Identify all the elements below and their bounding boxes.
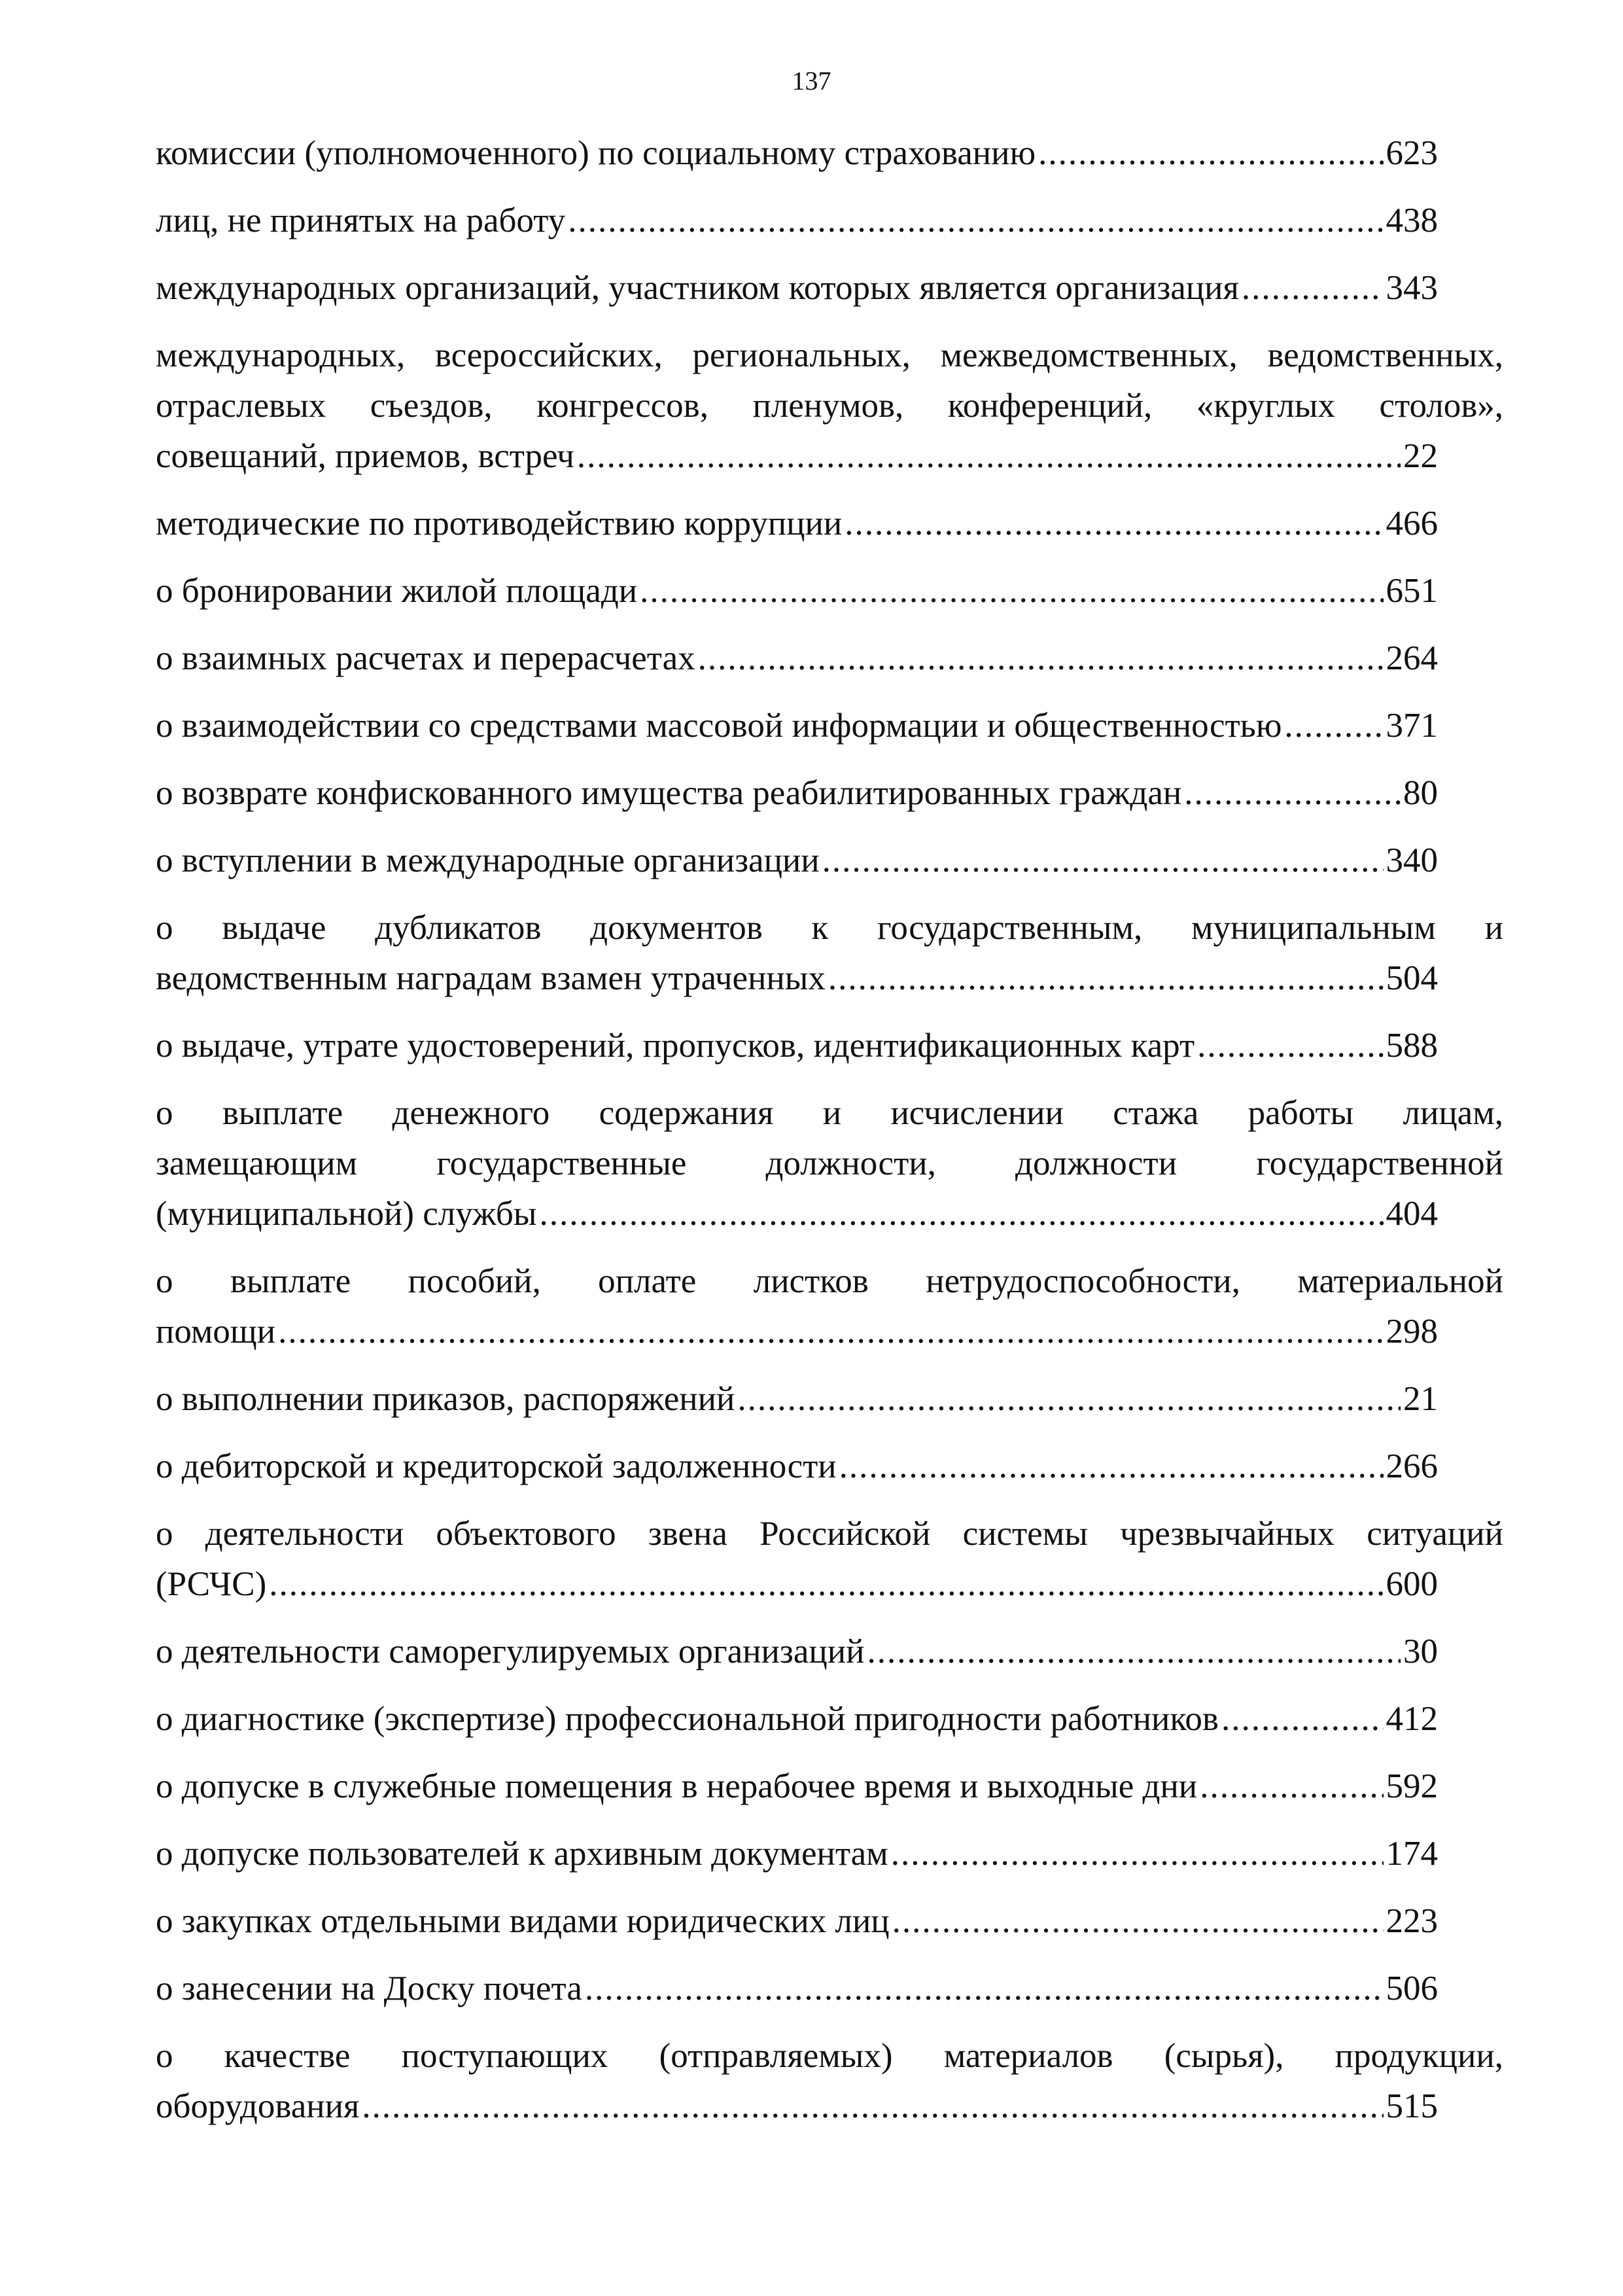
index-entry-page: 623: [1386, 134, 1438, 172]
index-entry-final-line: [156, 1896, 1438, 1947]
index-entry: [156, 499, 1503, 549]
leader-dots: [278, 1307, 1383, 1357]
index-entry-line: о выплате денежного содержания и исчислении стажа работы лицам,: [156, 1094, 1503, 1132]
leader-dots: [698, 633, 1384, 684]
leader-dots: [1242, 263, 1384, 313]
index-entry-final-line: [156, 1189, 1438, 1239]
leader-dots: [828, 953, 1384, 1004]
index-entry: [156, 128, 1503, 179]
index-entry-final-line: [156, 128, 1438, 179]
index-entry-text: о вступлении в международные организации: [156, 841, 820, 879]
index-entry-page: 404: [1386, 1195, 1438, 1233]
index-entry: [156, 1761, 1503, 1812]
index-entry: [156, 1829, 1503, 1879]
index-entry-final-line: [156, 1761, 1438, 1812]
leader-dots: [867, 1627, 1401, 1677]
index-entry-text: о выдаче, утрате удостоверений, пропусков, идентификационных карт: [156, 1027, 1195, 1065]
index-entry: [156, 701, 1503, 751]
index-entry-line: о выдаче дубликатов документов к государственным, муниципальным и: [156, 909, 1503, 947]
index-entry: [156, 566, 1503, 616]
index-entry: [156, 1021, 1503, 1071]
index-entry-final-line: [156, 1829, 1438, 1879]
index-entry-final-line: [156, 196, 1438, 246]
index-entry-page: 371: [1386, 707, 1438, 745]
index-entry-final-line: [156, 1627, 1438, 1677]
index-entry-text: международных организаций, участником которых является организация: [156, 269, 1239, 307]
index-entry-page: 174: [1386, 1835, 1438, 1873]
index-entry-page: 30: [1403, 1633, 1438, 1670]
index-entry-text: о взаимных расчетах и перерасчетах: [156, 639, 695, 677]
index-entry-line: международных, всероссийских, региональных, межведомственных, ведомственных,: [156, 336, 1503, 374]
subject-index-list: [156, 128, 1503, 2149]
index-entry: [156, 836, 1503, 886]
index-entry: [156, 1374, 1503, 1424]
index-entry-page: 504: [1386, 959, 1438, 997]
leader-dots: [1284, 701, 1383, 751]
index-entry-page: 298: [1386, 1313, 1438, 1351]
index-entry: [156, 1256, 1503, 1357]
index-entry-page: 266: [1386, 1447, 1438, 1485]
index-entry-line: о выплате пособий, оплате листков нетрудоспособности, материальной: [156, 1262, 1503, 1300]
leader-dots: [891, 1829, 1384, 1879]
index-entry-page: 340: [1386, 841, 1438, 879]
index-entry-page: 438: [1386, 202, 1438, 239]
index-entry-page: 651: [1386, 572, 1438, 610]
leader-dots: [1200, 1761, 1383, 1812]
index-entry-text: ведомственным наградам взамен утраченных: [156, 959, 826, 997]
index-entry-text: о допуске в служебные помещения в нерабочее время и выходные дни: [156, 1767, 1198, 1805]
index-entry-final-line: [156, 1441, 1438, 1492]
index-entry-text: методические по противодействию коррупции: [156, 504, 843, 542]
index-entry-line: о деятельности объектового звена Российской системы чрезвычайных ситуаций: [156, 1515, 1503, 1553]
index-entry-text: (муниципальной) службы: [156, 1195, 537, 1233]
index-entry-final-line: [156, 2081, 1438, 2132]
index-entry-text: о возврате конфискованного имущества реабилитированных граждан: [156, 774, 1182, 812]
index-entry: [156, 1627, 1503, 1677]
index-entry-final-line: [156, 1307, 1438, 1357]
index-entry: [156, 768, 1503, 819]
leader-dots: [1038, 128, 1383, 179]
index-entry: [156, 196, 1503, 246]
index-entry-final-line: [156, 431, 1438, 482]
leader-dots: [892, 1896, 1384, 1947]
index-entry-text: лиц, не принятых на работу: [156, 202, 566, 239]
index-entry: [156, 903, 1503, 1004]
index-entry-text: (РСЧС): [156, 1565, 267, 1603]
index-entry-text: о диагностике (экспертизе) профессиональной пригодности работников: [156, 1700, 1219, 1738]
index-entry-final-line: [156, 768, 1438, 819]
index-entry-final-line: [156, 566, 1438, 616]
index-entry-page: 21: [1403, 1380, 1438, 1418]
leader-dots: [737, 1374, 1401, 1424]
index-entry-final-line: [156, 1374, 1438, 1424]
index-entry-line: о качестве поступающих (отправляемых) материалов (сырья), продукции,: [156, 2037, 1503, 2075]
leader-dots: [269, 1559, 1383, 1610]
index-entry-final-line: [156, 263, 1438, 313]
index-entry: [156, 1509, 1503, 1610]
leader-dots: [362, 2081, 1383, 2132]
leader-dots: [822, 836, 1384, 886]
index-entry-text: помощи: [156, 1313, 276, 1351]
index-entry-text: о занесении на Доску почета: [156, 1969, 582, 2007]
index-entry-final-line: [156, 1021, 1438, 1071]
leader-dots: [568, 196, 1383, 246]
index-entry-page: 506: [1386, 1969, 1438, 2007]
index-entry-text: совещаний, приемов, встреч: [156, 437, 574, 475]
index-entry-final-line: [156, 836, 1438, 886]
index-entry: [156, 263, 1503, 313]
leader-dots: [845, 499, 1383, 549]
leader-dots: [640, 566, 1383, 616]
index-entry-final-line: [156, 1559, 1438, 1610]
index-entry-page: 592: [1386, 1767, 1438, 1805]
index-entry-final-line: [156, 633, 1438, 684]
index-entry: [156, 2031, 1503, 2132]
index-entry-line: замещающим государственные должности, должности государственной: [156, 1144, 1503, 1182]
index-entry: [156, 330, 1503, 482]
index-entry-text: о допуске пользователей к архивным документам: [156, 1835, 888, 1873]
index-entry-final-line: [156, 701, 1438, 751]
index-entry-text: оборудования: [156, 2087, 360, 2125]
index-entry-page: 343: [1386, 269, 1438, 307]
index-entry-page: 466: [1386, 504, 1438, 542]
leader-dots: [1197, 1021, 1383, 1071]
index-entry: [156, 1694, 1503, 1744]
index-entry: [156, 1441, 1503, 1492]
leader-dots: [1221, 1694, 1384, 1744]
index-entry-text: о деятельности саморегулируемых организаций: [156, 1633, 865, 1670]
index-entry-page: 223: [1386, 1902, 1438, 1940]
index-entry-text: о закупках отдельными видами юридических лиц: [156, 1902, 890, 1940]
index-entry-page: 264: [1386, 639, 1438, 677]
index-entry: [156, 633, 1503, 684]
index-entry: [156, 1964, 1503, 2014]
leader-dots: [585, 1964, 1384, 2014]
leader-dots: [839, 1441, 1384, 1492]
index-entry-page: 412: [1386, 1700, 1438, 1738]
index-entry-final-line: [156, 953, 1438, 1004]
index-entry-page: 600: [1386, 1565, 1438, 1603]
index-entry-final-line: [156, 1694, 1438, 1744]
index-entry-text: о дебиторской и кредиторской задолженности: [156, 1447, 837, 1485]
index-entry-text: комиссии (уполномоченного) по социальному страхованию: [156, 134, 1036, 172]
leader-dots: [577, 431, 1401, 482]
index-entry-line: отраслевых съездов, конгрессов, пленумов, конференций, «круглых столов»,: [156, 387, 1503, 425]
index-entry-page: 22: [1403, 437, 1438, 475]
index-entry-final-line: [156, 1964, 1438, 2014]
page-number: 137: [792, 66, 831, 96]
index-entry-text: о бронировании жилой площади: [156, 572, 638, 610]
index-entry-page: 80: [1403, 774, 1438, 812]
leader-dots: [1184, 768, 1401, 819]
index-entry-text: о взаимодействии со средствами массовой информации и общественностью: [156, 707, 1282, 745]
index-entry-page: 515: [1386, 2087, 1438, 2125]
index-entry-page: 588: [1386, 1027, 1438, 1065]
index-entry: [156, 1088, 1503, 1239]
leader-dots: [540, 1189, 1384, 1239]
index-entry: [156, 1896, 1503, 1947]
index-entry-final-line: [156, 499, 1438, 549]
index-entry-text: о выполнении приказов, распоряжений: [156, 1380, 735, 1418]
